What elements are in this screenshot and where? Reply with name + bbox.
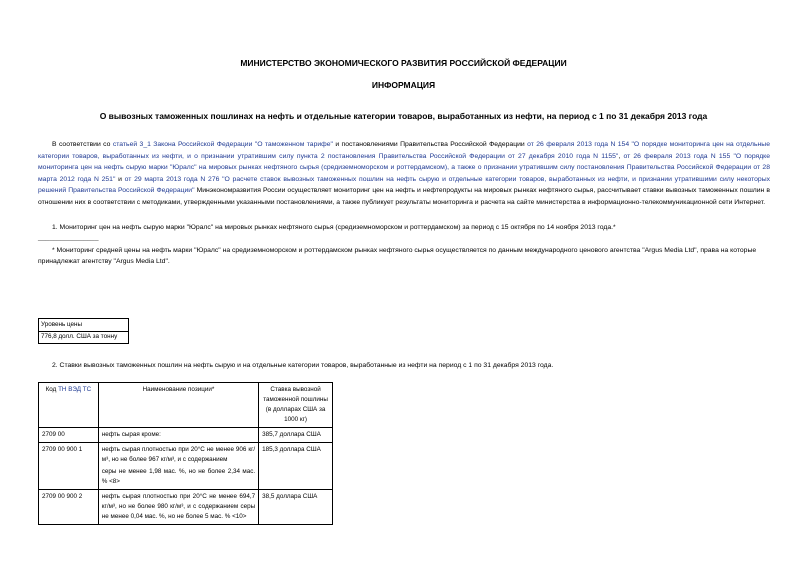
price-label: Уровень цены — [41, 321, 83, 328]
row-rate: 385,7 доллара США — [259, 428, 333, 443]
row-code: 2709 00 — [39, 428, 99, 443]
intro-paragraph — [38, 139, 770, 208]
decree-154-link[interactable]: от 26 февраля 2013 года N 154 "О порядке мониторинга цен на отдельные категории товаров, выработанных из нефти, и о признании утратившим силу пункта 2 постановления Правительства Российской Федерации от 27 декабря 2010 года N 1155" — [38, 141, 770, 160]
tnved-link[interactable]: ТН ВЭД ТС — [58, 386, 92, 393]
row-code: 2709 00 900 2 — [39, 490, 99, 525]
row-code: 2709 00 900 1 — [39, 443, 99, 490]
decree-155-link[interactable]: от 26 февраля 2013 года N 155 "О порядке мониторинга цен на нефть сырую марки "Юралс" на мировых рынках нефтяного сырья (средиземноморском и роттердамском), а также о признании утратившим силу постановления Правительства Российской Федерации от 28 марта 2012 года N 251" — [38, 152, 770, 183]
row-name-part-1: нефть сырая плотностью при 20°С не менее 906 кг/м³, но не более 967 кг/м³, и с содержанием — [101, 446, 256, 463]
table-row — [39, 490, 333, 525]
row-name: нефть сырая плотностью при 20°С не менее 694,7 кг/м³, но не более 980 кг/м³, и с содержанием серы не менее 0,04 мас. %, но не более 5 мас. % <10> — [98, 490, 258, 525]
law-link[interactable]: статьей 3_1 Закона Российской Федерации "О таможенном тарифе" — [112, 141, 333, 148]
table-header-row — [39, 383, 333, 428]
section-1-text: 1. Мониторинг цен на нефть сырую марки "Юралс" на мировых рынках нефтяного сырья (средиземноморском и роттердамском) за период с 15 октября по 14 ноября 2013 года.* — [52, 224, 616, 231]
row-name — [98, 443, 258, 490]
row-rate: 38,5 доллара США — [259, 490, 333, 525]
intro-text-3: , — [618, 152, 624, 160]
intro-text-1: В соответствии со — [52, 141, 113, 148]
intro-text-5: Минэкономразвития России осуществляет мониторинг цен на нефть и нефтепродукты на мировых рынках нефтяного сырья, рассчитывает ставки вывозных таможенных пошлин в отношении них в соответствии с методиками, утвержденными указанными постановлениями, а также публикует результаты мониторинга и расчета на сайте министерства в информационно-телекоммуникационной сети Интернет. — [38, 187, 770, 206]
section-2-text: 2. Ставки вывозных таможенных пошлин на нефть сырую и на отдельные категории товаров, выработанные из нефти на период с 1 по 31 декабря 2013 года. — [52, 362, 554, 369]
header-code — [39, 383, 99, 428]
intro-text-2: и постановлениями Правительства Российской Федерации — [332, 141, 528, 148]
header-rate: Ставка вывозной таможенной пошлины (в долларах США за 1000 кг) — [259, 383, 333, 428]
footnote-text: * Мониторинг средней цены на нефть марки "Юралс" на средиземноморском и роттердамском рынках нефтяного сырья осуществляется по данным международного ценового агентства "Argus Media Ltd", права на которые принадлежат агентству "Argus Media Ltd". — [38, 247, 757, 265]
row-name: нефть сырая кроме: — [98, 428, 258, 443]
ministry-title: МИНИСТЕРСТВО ЭКОНОМИЧЕСКОГО РАЗВИТИЯ РОССИЙСКОЙ ФЕДЕРАЦИИ — [240, 58, 567, 68]
duties-table — [38, 382, 333, 525]
intro-text-4: и — [115, 175, 125, 183]
header-code-prefix: Код — [45, 386, 59, 393]
doc-type-title: ИНФОРМАЦИЯ — [371, 80, 436, 90]
row-name-part-2: серы не менее 1,98 мас. %, но не более 2,34 мас. % <8> — [101, 468, 256, 485]
row-rate: 185,3 доллара США — [259, 443, 333, 490]
subject-title: О вывозных таможенных пошлинах на нефть и отдельные категории товаров, выработанных из нефти, на период с 1 по 31 декабря 2013 года — [99, 111, 708, 121]
footnote-separator: ________________ — [38, 234, 99, 241]
table-row — [39, 443, 333, 490]
table-row — [39, 428, 333, 443]
price-value: 776,8 долл. США за тонну — [39, 331, 128, 341]
header-name: Наименование позиции* — [98, 383, 258, 428]
price-box — [38, 318, 129, 344]
decree-276-link[interactable]: от 29 марта 2013 года N 276 "О расчете ставок вывозных таможенных пошлин на нефть сырую и отдельные категории товаров, выработанных из нефти, и признании утратившими силу некоторых решений Правительства Российской Федерации" — [38, 175, 770, 194]
